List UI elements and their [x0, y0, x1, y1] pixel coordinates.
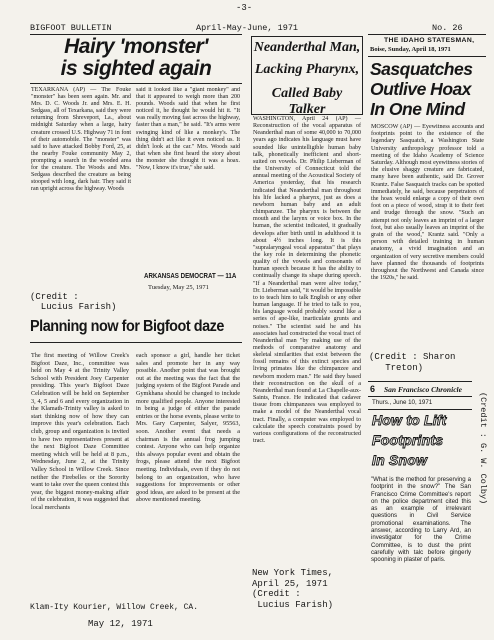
article5-date: Thurs., June 10, 1971 — [372, 399, 433, 406]
article3-headline-line1: Neanderthal Man, — [253, 40, 361, 55]
article4-headline-line3: In One Mind — [370, 99, 465, 119]
bulletin-date: April-May-June, 1971 — [196, 23, 299, 33]
page-number: -3- — [236, 3, 253, 13]
article5-headline-line3: In Snow — [372, 452, 428, 468]
article5-date-rule — [368, 409, 472, 410]
article3-text: WASHINGTON, April 24 (AP) —Reconstruction of the vocal apparatus of Neanderthal man of some 40,000 to 70,000 years ago indicates his language must have sounded like unintelligible human baby talk, phonetically inefficient and short-suited on vowels. Dr. Philip Lieberman of the University of Connecticut told the annual meeting of the Acoustical Society of America yesterday, that his research indicated that Neanderthal man throughout his life lacked a pharynx, just as does a newborn human baby and an adult chimpanzee. The pharynx is between the mouth and the larynx or voice box. In the human, the scientist indicated, it gradually develops after birth until in adulthood it is about 4½ inches long. It is this "supralaryngeal vocal apparatus" that plays the key role in determining the phonetic quality of the vowels and consonants of human speech because it has the ability to continually change its shape during speech. "If a Neanderthal man were alive today," Dr. Lieberman said, "it would be impossible to to teach him to talk English or any other human language. If he tried to talk to you, his language would probably sound like a series of ape-like, inarticulate grunts and noises." The scientist said he and his associates had constructed the vocal tract of Neanderthal man "by making use of the methods of comparative anatomy and skeletal similarities that exist between the fossil remains of this extinct species and living primates like the chimpanzee and newborn modern man." He said they based their reconstruction on the skull of a Neanderthal man found at La Chapelle-aux-Saints, France. He indicated that cadaver tissue from chimpanzees was employed to make a model of the Neanderthal vocal tract. Finally, a computer was employed to calculate the speech constraints posed by various configurations of the reconstructed tract. — [253, 116, 361, 445]
article2-column1: The first meeting of Willow Creek's Bigfoot Daze, Inc., committee was held on May 4 at the Trinity Valley School with President Joey Carpenter presiding. This year's Bigfoot Daze Celebration will be held on September 3, 4, 5 and 6 and every organization in the Klamath-Trinity valley is asked to start thinking now of how they can improve this year's celebration. Each club, group and organization is invited to have two representatives present at the next Bigfoot Daze Committee meeting which will be held at 8 p.m., Wednesday, June 2, at the Trinity Valley School in Willow Creek. Since neither the Firebelles or the Sorority want to take over the queen contest this year, the biggest money-making affair of the celebration, it was suggested that local merchants — [31, 352, 129, 511]
article4-headline-line2: Outlive Hoax — [370, 79, 471, 99]
article2-source: Klam-Ity Kourier, Willow Creek, CA. — [30, 603, 199, 612]
article3-source: New York Times, April 25, 1971 (Credit : Lucius Farish) — [252, 568, 334, 610]
article1-credit: (Credit : Lucius Farish) — [30, 292, 117, 312]
article5-paper: San Francisco Chronicle — [384, 385, 462, 394]
article5-text: "What is the method for preserving a footprint in the snow?" The San Francisco Crime Committee's report on the police department cited this as an example of irrelevant questions in Civil Service promotional examinations. The answer, according to Larry Ard, an investigator for the Crime Committee, is to dust the print carefully with talc before gingerly spooning in plaster of paris. — [371, 476, 471, 564]
article1-column1: TEXARKANA (AP) — The Fouke "monster" has been seen again. Mr. and Mrs. D. C. Woods Jr. and Mrs. E. H. Sedgass, all of Texarkana, said they were returning from Shreveport, La., about midnight Saturday when a large, hairy creature crossed U.S. Highway 71 in font of their automobile. The "monster" was said to have attacked Bobby Ford, 25, at the nearby Fouke community May 2, prompting a search in the wooded area for the creature. The Woods and Mrs. Sedgass described the creature as being stooped with long, dark hair. They said it ran upright across the highway. Woods — [31, 87, 131, 193]
article4-credit: (Credit : Sharon Treton) — [369, 352, 456, 373]
article3-headline-box — [251, 36, 363, 115]
bulletin-issue: No. 26 — [432, 23, 463, 33]
article5-paper-rule — [368, 396, 472, 397]
article1-headline-line1: Hairy 'monster' — [64, 35, 208, 58]
article4-headline-line1: Sasquatches — [370, 59, 473, 79]
article1-source-name: ARKANSAS DEMOCRAT — 11A — [144, 273, 237, 280]
article4-text: MOSCOW (AP) — Eyewitness accounts and footprints point to the existence of the legendary Sasquatch, a Washington State University anthropology professor told a meeting of the Idaho Academy of Science Saturday. Although most eyewitness stories of the elusive shaggy creature are fabricated, many have been authentic, said Dr. Grover Krantz. False Sasquatch tracks can be spotted immediately, he said, because perpetrators of the hoax would enlarge a copy of their own foot on a piece of wood, strap it to their feet and trudge through the snow. "Such an attempt not only leaves an imprint of a larger foot, but also usually leaves an imprint of the grain of the wood," Krantz said. "Only a person with detailed training in human anatomy, a vivid imagination and an organization of very secretive members could have planned the thousands of footprints throughout the Northwest and Canada since the 1920s," he said. — [371, 124, 484, 282]
article4-dateline: Boise, Sunday, April 18, 1971 — [370, 46, 451, 53]
article5-top-rule — [368, 381, 472, 382]
article1-headline-rule — [30, 83, 242, 84]
article3-headline-line2: Lacking Pharynx, — [254, 62, 360, 77]
article3-headline-line3: Called Baby Talker — [271, 86, 343, 117]
article2-date: May 12, 1971 — [88, 619, 153, 629]
article5-credit-vertical: (Credit : G. W. Colby) — [478, 392, 488, 505]
article4-dateline-rule — [368, 56, 486, 57]
article5-headline-line2: Footprints — [372, 432, 444, 448]
article5-headline-line1: How to Lift — [372, 412, 447, 428]
bulletin-title: BIGFOOT BULLETIN — [30, 23, 112, 33]
article2-headline-rule — [30, 342, 242, 343]
article1-headline-line2: is sighted again — [60, 57, 212, 80]
article1-source-date: Tuesday, May 25, 1971 — [148, 284, 209, 291]
article2-headline: Planning now for Bigfoot daze — [30, 318, 224, 335]
article4-paper: THE IDAHO STATESMAN, — [384, 37, 475, 44]
article5-number: 6 — [370, 384, 376, 394]
article4-top-rule — [368, 34, 486, 35]
article2-column2: each sponsor a girl, handle her ticket sales and promote her in any way possible. Another point that was brought out at the meeting was the fact that the judging system of the Bigfoot Parade and Gymkhana should be changed to include more qualified people. Anyone interested in being a judge of either the parade entries or the horse events, please write to Mrs. Gary Carpenter, Salyer, 95563, soon. Another event that needs a chairman is the annual frog jumping contest. Anyone who can help organize this always popular event and obtain the frogs, please attend the next Bigfoot meeting. Individuals, even if they do not belong to an organization, who have suggestions for improvements or other good ideas, are asked to be present at the above mentioned meeting. — [136, 352, 240, 504]
article1-column2: said it looked like a "giant monkey" and that it appeared to weigh more than 200 pounds. Woods said that when he first noticed it, he thought he would hit it. "It was really moving fast across the highway, faster than a man," he said. "It's arms were swinging kind of like a monkey's. The thing didn't act like it even noticed us. It didn't look at the car." Mrs. Woods said that when she first heard the story about the monster she thought it was a hoax. "Now, I know it's true," she said. — [136, 87, 240, 172]
